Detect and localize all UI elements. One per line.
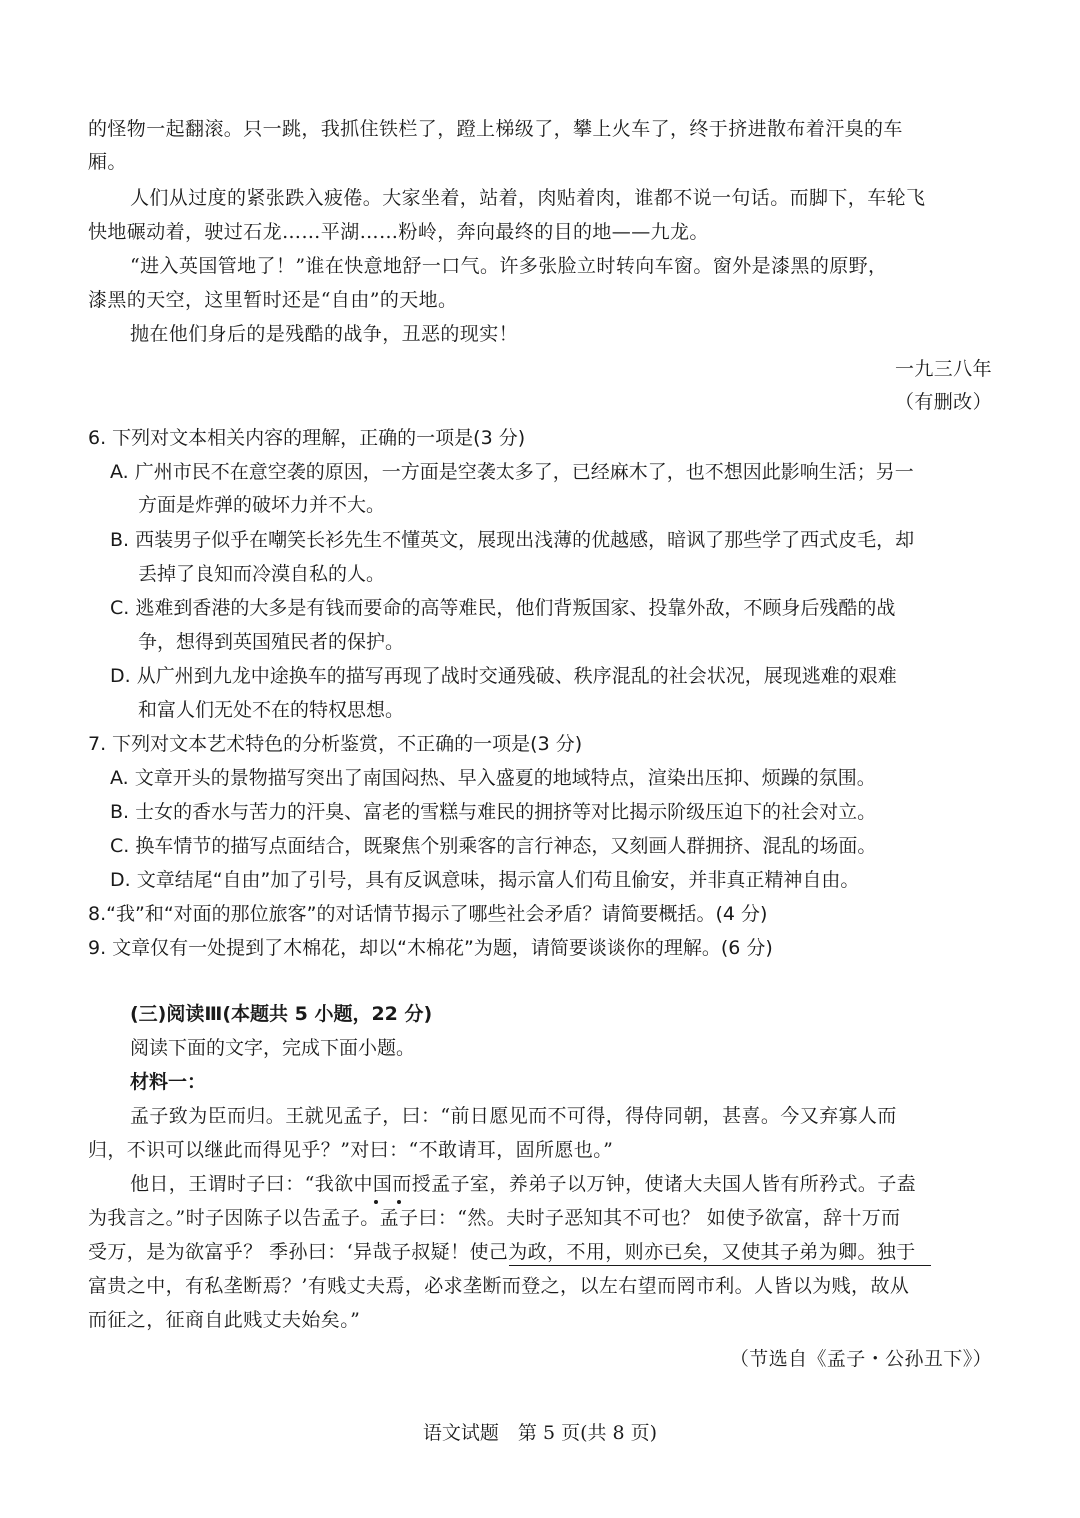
question-6-option-c: 争，想得到英国殖民者的保护。	[138, 631, 405, 653]
material-1-label: 材料一：	[130, 1071, 207, 1093]
question-7-stem: 7. 下列对文本艺术特色的分析鉴赏，不正确的一项是(3 分)	[88, 733, 583, 755]
question-6-option-a: 方面是炸弹的破坏力并不大。	[138, 494, 386, 516]
sentence-underline	[509, 1265, 931, 1266]
emphasis-dot	[374, 1200, 378, 1204]
question-7-option-d: D. 文章结尾“自由”加了引号，具有反讽意味，揭示富人们苟且偷安，并非真正精神自由。	[110, 869, 860, 891]
question-9: 9. 文章仅有一处提到了木棉花，却以“木棉花”为题，请简要谈谈你的理解。(6 分)	[88, 937, 773, 959]
page-footer: 语文试题 第 5 页(共 8 页)	[422, 1422, 658, 1444]
section-3-instruction: 阅读下面的文字，完成下面小题。	[130, 1037, 416, 1059]
story-date: 一九三八年	[894, 358, 992, 380]
story-text-line: 漆黑的天空，这里暂时还是“自由”的天地。	[88, 289, 458, 311]
classical-text-line: 他日，王谓时子曰：“我欲中国而授孟子室，养弟子以万钟，使诸大夫国人皆有所矜式。子盍	[130, 1173, 917, 1195]
question-6-option-a: A. 广州市民不在意空袭的原因，一方面是空袭太多了，已经麻木了，也不想因此影响生活；另一	[110, 461, 914, 483]
story-text-line: 抛在他们身后的是残酷的战争，丑恶的现实！	[130, 323, 519, 345]
question-7-option-b: B. 士女的香水与苦力的汗臭、富老的雪糕与难民的拥挤等对比揭示阶级压迫下的社会对立。	[110, 801, 877, 823]
question-8: 8.“我”和“对面的那位旅客”的对话情节揭示了哪些社会矛盾？请简要概括。(4 分)	[88, 903, 768, 925]
classical-text-line: 归，不识可以继此而得见乎？”对曰：“不敢请耳，固所愿也。”	[88, 1139, 614, 1161]
classical-text-line: 而征之，征商自此贱丈夫始矣。”	[88, 1309, 361, 1331]
question-6-option-b: 丢掉了良知而冷漠自私的人。	[138, 563, 386, 585]
classical-text-line: 孟子致为臣而归。王就见孟子，曰：“前日愿见而不可得，得侍同朝，甚喜。今又弃寡人而	[130, 1105, 897, 1127]
question-6-option-b: B. 西装男子似乎在嘲笑长衫先生不懂英文，展现出浅薄的优越感，暗讽了那些学了西式皮毛，却	[110, 529, 915, 551]
story-text-line: 厢。	[88, 151, 127, 173]
story-text-line: 快地碾动着，驶过石龙……平湖……粉岭，奔向最终的目的地——九龙。	[88, 221, 709, 243]
question-7-option-a: A. 文章开头的景物描写突出了南国闷热、早入盛夏的地域特点，渲染出压抑、烦躁的氛围。	[110, 767, 876, 789]
section-3-heading: (三)阅读Ⅲ(本题共 5 小题，22 分)	[130, 1003, 433, 1025]
question-6-stem: 6. 下列对文本相关内容的理解，正确的一项是(3 分)	[88, 427, 526, 449]
classical-text-line: 为我言之。”时子因陈子以告孟子。孟子曰：“然。夫时子恶知其不可也？ 如使予欲富，辞十万而	[88, 1207, 901, 1229]
question-6-option-d: D. 从广州到九龙中途换车的描写再现了战时交通残破、秩序混乱的社会状况，展现逃难的艰难	[110, 665, 897, 687]
question-6-option-c: C. 逃难到香港的大多是有钱而要命的高等难民，他们背叛国家、投靠外敌，不顾身后残酷的战	[110, 597, 896, 619]
question-7-option-c: C. 换车情节的描写点面结合，既聚焦个别乘客的言行神态，又刻画人群拥挤、混乱的场面。	[110, 835, 877, 857]
story-note: （有删改）	[894, 391, 992, 413]
classical-text-line: 受万，是为欲富乎？ 季孙曰：‘异哉子叔疑！使己为政，不用，则亦已矣，又使其子弟为卿。独于	[88, 1241, 916, 1263]
source-citation: （节选自《孟子・公孙丑下》）	[729, 1348, 992, 1370]
classical-text-line: 富贵之中，有私垄断焉？’有贱丈夫焉，必求垄断而登之，以左右望而罔市利。人皆以为贱，故从	[88, 1275, 910, 1297]
story-text-line: 人们从过度的紧张跌入疲倦。大家坐着，站着，肉贴着肉，谁都不说一句话。而脚下，车轮飞	[130, 187, 926, 209]
emphasis-dot	[397, 1200, 401, 1204]
story-text-line: “进入英国管地了！”谁在快意地舒一口气。许多张脸立时转向车窗。窗外是漆黑的原野，	[130, 255, 888, 277]
question-6-option-d: 和富人们无处不在的特权思想。	[138, 699, 405, 721]
story-text-line: 的怪物一起翻滚。只一跳，我抓住铁栏了，蹬上梯级了，攀上火车了，终于挤进散布着汗臭的车	[88, 118, 903, 140]
